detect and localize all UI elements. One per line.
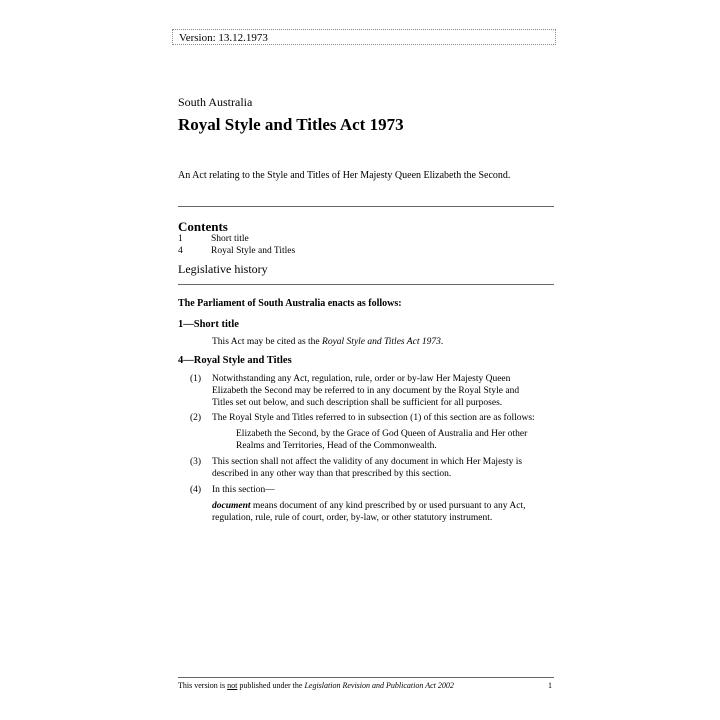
subsection-2 (190, 412, 535, 424)
section-1-act-name: Royal Style and Titles Act 1973 (322, 337, 441, 347)
statement-line: Elizabeth the Second, by the Grace of God Queen of Australia and Her other (236, 429, 528, 439)
footer (178, 681, 554, 690)
section-4-heading: 4—Royal Style and Titles (178, 355, 292, 366)
toc-item[interactable] (178, 246, 295, 258)
toc-item-label: Short title (211, 234, 249, 244)
long-title: An Act relating to the Style and Titles of Her Majesty Queen Elizabeth the Second. (178, 170, 511, 181)
jurisdiction: South Australia (178, 95, 253, 109)
subsection-line: The Royal Style and Titles referred to in subsection (1) of this section are as follows: (212, 413, 535, 423)
version-text: Version: 13.12.1973 (179, 32, 268, 44)
subsection-number: (2) (190, 413, 202, 423)
footer-divider (178, 677, 554, 678)
subsection-4 (190, 484, 275, 496)
statement-line: Realms and Territories, Head of the Commonwealth. (236, 441, 437, 451)
act-title: Royal Style and Titles Act 1973 (178, 115, 404, 134)
version-header (172, 29, 556, 45)
page-number: 1 (548, 681, 552, 690)
subsection-line: This section shall not affect the validity of any document in which Her Majesty is (212, 457, 523, 467)
legislative-history-link[interactable]: Legislative history (178, 262, 268, 276)
subsection-number: (4) (190, 485, 202, 495)
footer-emphasis: not (227, 681, 238, 690)
contents-heading: Contents (178, 219, 228, 234)
subsection-1 (190, 373, 520, 409)
subsection-line: described in any other way than that prescribed by this section. (212, 469, 452, 479)
enacting-formula: The Parliament of South Australia enacts as follows: (178, 298, 402, 309)
footer-text-start: This version is (178, 681, 228, 690)
toc-item-number: 4 (178, 245, 183, 256)
definition (212, 500, 525, 524)
toc-item-label: Royal Style and Titles (211, 245, 296, 256)
defined-term: document (212, 501, 251, 511)
definition-text: means document of any kind prescribed by or used pursuant to any Act, (250, 501, 526, 511)
subsection-3 (190, 456, 523, 480)
table-of-contents (178, 234, 295, 257)
subsection-line: Notwithstanding any Act, regulation, rule, order or by-law Her Majesty Queen (212, 374, 511, 384)
subsection-line: In this section— (212, 485, 275, 495)
divider (178, 206, 554, 207)
section-1-text-end: . (440, 337, 444, 347)
footer-text-middle: published under the (237, 681, 305, 690)
subsection-line: Elizabeth the Second may be referred to in any document by the Royal Style and (212, 386, 520, 396)
subsection-number: (3) (190, 457, 202, 467)
royal-style-statement (236, 428, 527, 452)
section-1-heading: 1—Short title (178, 319, 239, 330)
subsection-line: Titles set out below, and such description shall be sufficient for all purposes. (212, 398, 503, 408)
toc-item-number: 1 (178, 234, 183, 244)
footer-act-name: Legislation Revision and Publication Act 2002 (304, 681, 454, 690)
toc-item[interactable] (178, 234, 295, 246)
divider (178, 284, 554, 285)
section-1-text (212, 336, 443, 348)
section-1-text-start: This Act may be cited as the (212, 337, 323, 347)
subsection-number: (1) (190, 374, 202, 384)
definition-text: regulation, rule, rule of court, order, by-law, or other statutory instrument. (212, 513, 493, 523)
